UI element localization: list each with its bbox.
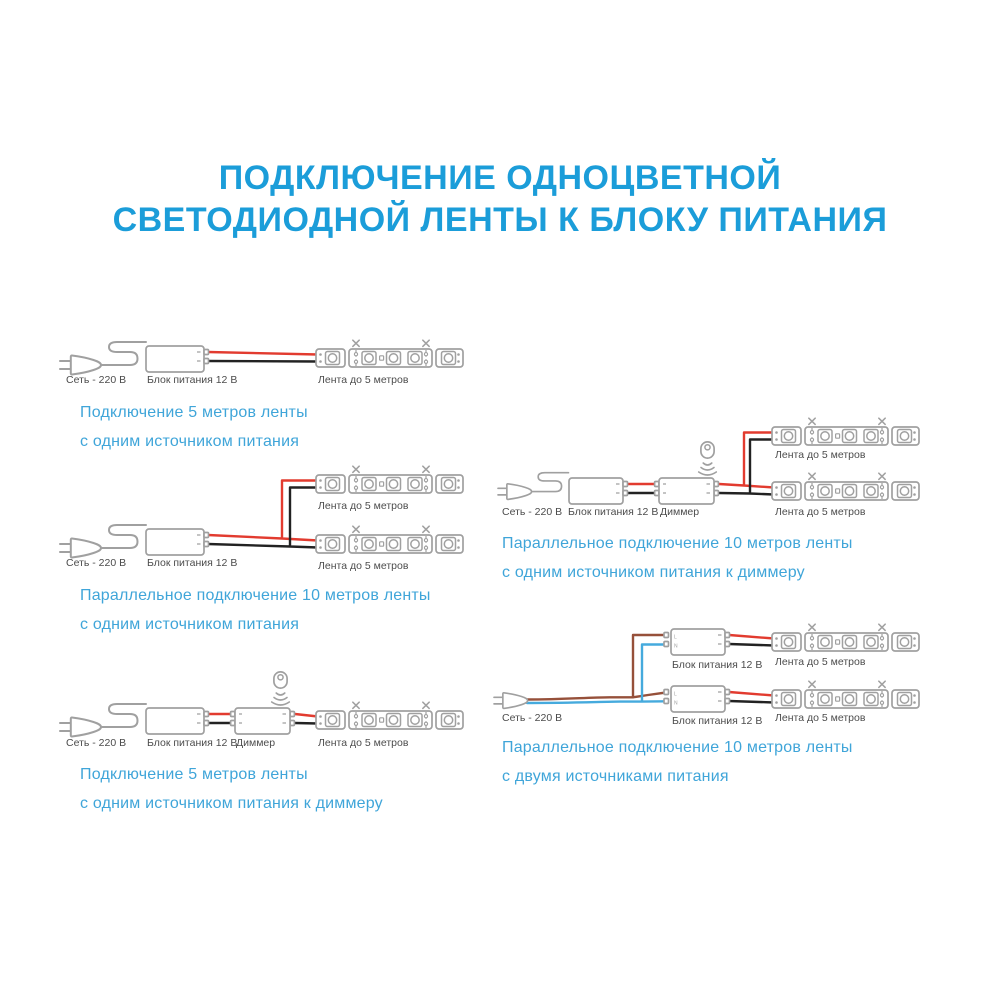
psu-input-terminal (664, 699, 669, 704)
strip-label: Лента до 5 метров (775, 449, 866, 461)
plug-icon (494, 693, 528, 709)
caption-line1: Параллельное подключение 10 метров ленты (80, 587, 431, 604)
diagram-1-caption (80, 398, 308, 456)
psu-input-terminal (664, 633, 669, 638)
psu-input-terminal (664, 642, 669, 647)
dimmer-box (655, 478, 719, 504)
caption-line2: с одним источником питания (80, 616, 300, 633)
remote-control-icon (699, 442, 717, 475)
psu-label: Блок питания 12 В (672, 659, 763, 671)
strip-label: Лента до 5 метров (318, 737, 409, 749)
terminal-label-l: L (674, 691, 677, 698)
power-supply-box (671, 686, 730, 712)
strip-label: Лента до 5 метров (775, 712, 866, 724)
diagram-3-caption (80, 760, 383, 818)
led-strip-icon (772, 681, 919, 708)
page-title-line2: СВЕТОДИОДНОЙ ЛЕНТЫ К БЛОКУ ПИТАНИЯ (112, 201, 888, 239)
caption-line2: с одним источником питания (80, 433, 300, 450)
mains-label: Сеть - 220 В (66, 374, 127, 386)
remote-control-icon (272, 672, 290, 705)
led-strip-icon (316, 466, 463, 493)
diagram-5-caption (502, 733, 853, 791)
psu-label: Блок питания 12 В (147, 557, 238, 569)
caption-line1: Подключение 5 метров ленты (80, 766, 308, 783)
mains-label: Сеть - 220 В (502, 712, 563, 724)
caption-line2: с одним источником питания к диммеру (80, 795, 383, 812)
terminal-label-n: N (674, 700, 678, 707)
wire-red (208, 481, 318, 541)
psu-label: Блок питания 12 В (147, 737, 238, 749)
plug-icon (60, 342, 146, 375)
mains-label: Сеть - 220 В (66, 557, 127, 569)
caption-line1: Параллельное подключение 10 метров ленты (502, 739, 853, 756)
power-supply-box (671, 629, 730, 655)
mains-label: Сеть - 220 В (66, 737, 127, 749)
power-supply-box (146, 529, 209, 555)
terminal-label-n: N (674, 643, 678, 650)
psu-label: Блок питания 12 В (568, 506, 659, 518)
psu-label: Блок питания 12 В (672, 715, 763, 727)
plug-icon (60, 525, 146, 558)
page-title-line1: ПОДКЛЮЧЕНИЕ ОДНОЦВЕТНОЙ (218, 159, 782, 197)
power-supply-box (569, 478, 628, 504)
strip-label: Лента до 5 метров (318, 560, 409, 572)
dimmer-box (231, 708, 295, 734)
dimmer-label: Диммер (660, 506, 700, 518)
led-strip-icon (316, 340, 463, 367)
led-strip-icon (772, 624, 919, 651)
diagram-3 (60, 672, 463, 737)
led-strip-icon (772, 418, 919, 445)
caption-line1: Подключение 5 метров ленты (80, 404, 308, 421)
terminal-label-l: L (674, 634, 677, 641)
psu-label: Блок питания 12 В (147, 374, 238, 386)
wire-red (208, 352, 318, 355)
caption-line2: с одним источником питания к диммеру (502, 564, 805, 581)
caption-line2: с двумя источниками питания (502, 768, 729, 785)
diagram-2-caption (80, 581, 431, 639)
diagram-1 (60, 340, 463, 374)
strip-label: Лента до 5 метров (318, 500, 409, 512)
diagram-4 (498, 418, 919, 504)
mains-label: Сеть - 220 В (502, 506, 563, 518)
dimmer-label: Диммер (236, 737, 276, 749)
caption-line1: Параллельное подключение 10 метров ленты (502, 535, 853, 552)
led-strip-icon (316, 702, 463, 729)
wire-black (208, 361, 318, 362)
power-supply-box (146, 708, 209, 734)
led-strip-icon (316, 526, 463, 553)
diagram-4-caption (502, 529, 853, 587)
psu-input-terminal (664, 690, 669, 695)
plug-icon (498, 473, 569, 500)
strip-label: Лента до 5 метров (775, 656, 866, 668)
strip-label: Лента до 5 метров (775, 506, 866, 518)
led-strip-icon (772, 473, 919, 500)
plug-icon (60, 704, 146, 737)
power-supply-box (146, 346, 209, 372)
strip-label: Лента до 5 метров (318, 374, 409, 386)
